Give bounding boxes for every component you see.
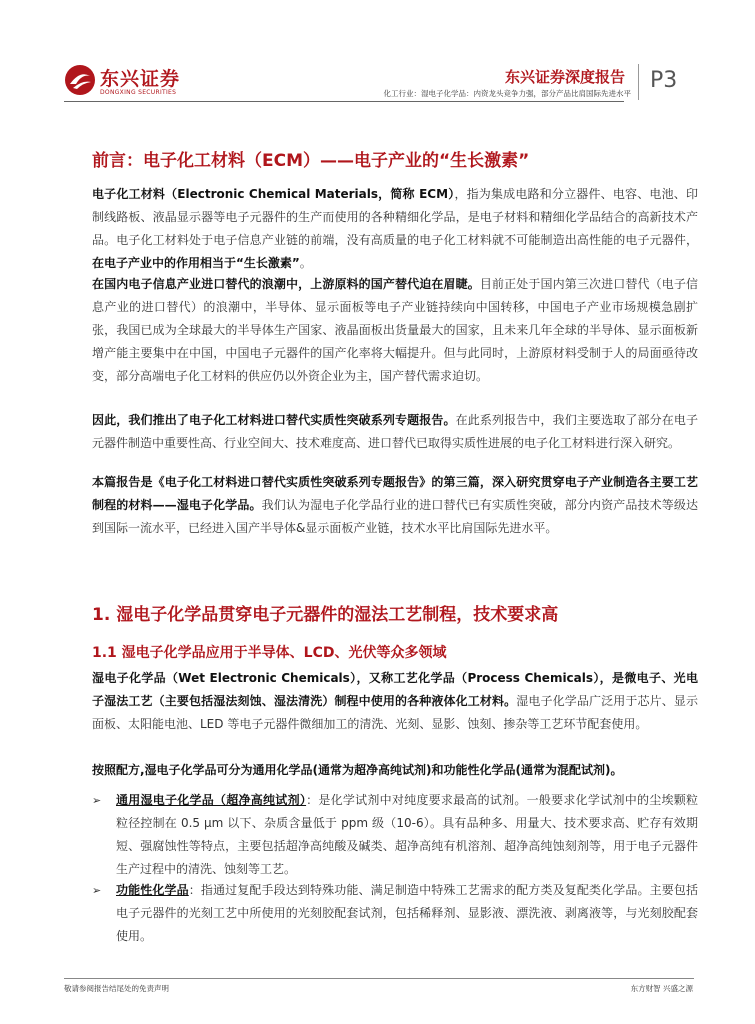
header-rule	[64, 101, 624, 102]
footer-disclaimer: 敬请参阅报告结尾处的免责声明	[64, 984, 169, 993]
section-paragraph-2: 按照配方,湿电子化学品可分为通用化学品(通常为超净高纯试剂)和功能性化学品(通常为混配试剂)。	[92, 763, 623, 777]
report-subtitle: 化工行业：湿电子化学品：内资龙头竞争力强，部分产品比肩国际先进水平	[383, 89, 631, 98]
section-1-1-heading: 1.1 湿电子化学品应用于半导体、LCD、光伏等众多领域	[92, 645, 447, 661]
page-number: P3	[650, 68, 678, 93]
logo-text: 东兴证券	[100, 68, 181, 90]
section-paragraph-1: 湿电子化学品（Wet Electronic Chemicals），又称工艺化学品（Process Chemicals），是微电子、光电子湿法工艺（主要包括湿法刻蚀、湿法清洗）制程中使用的各种液体化工材料。湿电子化学品广泛用于芯片、显示面板、太阳能电池、LED 等电子元器件微细加工的清洗、光刻、显影、蚀刻、掺杂等工艺环节配套使用。	[92, 671, 698, 731]
bullet-arrow-icon: ➢	[92, 794, 102, 807]
intro-paragraph-1: 电子化工材料（Electronic Chemical Materials，简称 ECM），指为集成电路和分立器件、电容、电池、印制线路板、液晶显示器等电子元器件的生产而使用的各种精细化学品，是电子材料和精细化学品结合的高新技术产品。电子化工材料处于电子信息产业链的前端，没有高质量的电子化工材料就不可能制造出高性能的电子元器件，在电子产业中的作用相当于“生长激素”。	[92, 187, 698, 270]
section-1-heading: 1. 湿电子化学品贯穿电子元器件的湿法工艺制程，技术要求高	[92, 605, 559, 625]
footer-rule	[64, 978, 694, 979]
bullet-arrow-icon: ➢	[92, 884, 102, 897]
logo-english: DONGXING SECURITIES	[100, 89, 177, 96]
intro-heading: 前言：电子化工材料（ECM）——电子产业的“生长激素”	[92, 151, 530, 171]
logo-mark-icon	[64, 64, 96, 96]
footer-slogan: 东方财智 兴盛之源	[630, 984, 693, 993]
intro-paragraph-4: 本篇报告是《电子化工材料进口替代实质性突破系列专题报告》的第三篇，深入研究贯穿电子产业制造各主要工艺制程的材料——湿电子化学品。我们认为湿电子化学品行业的进口替代已有实质性突破，部分内资产品技术等级达到国际一流水平，已经进入国产半导体&显示面板产业链，技术水平比肩国际先进水平。	[92, 475, 698, 535]
report-type: 东兴证券深度报告	[504, 68, 625, 86]
header-divider	[638, 64, 639, 100]
bullet-functional-chemicals: ➢ 功能性化学品：指通过复配手段达到特殊功能、满足制造中特殊工艺需求的配方类及复配类化学品。主要包括电子元器件的光刻工艺中所使用的光刻胶配套试剂，包括稀释剂、显影液、漂洗液、剥离液等，与光刻胶配套使用。	[92, 879, 698, 948]
intro-paragraph-3: 因此，我们推出了电子化工材料进口替代实质性突破系列专题报告。在此系列报告中，我们主要选取了部分在电子元器件制造中重要性高、行业空间大、技术难度高、进口替代已取得实质性进展的电子化工材料进行深入研究。	[92, 413, 698, 450]
company-logo	[64, 62, 182, 106]
intro-paragraph-2: 在国内电子信息产业进口替代的浪潮中，上游原料的国产替代迫在眉睫。目前正处于国内第三次进口替代（电子信息产业的进口替代）的浪潮中，半导体、显示面板等电子产业链持续向中国转移，中国电子产业市场规模急剧扩张，我国已成为全球最大的半导体生产国家、液晶面板出货量最大的国家，且未来几年全球的半导体、显示面板新增产能主要集中在中国，中国电子元器件的国产化率将大幅提升。但与此同时，上游原材料受制于人的局面亟待改变，部分高端电子化工材料的供应仍以外资企业为主，国产替代需求迫切。	[92, 277, 698, 383]
bullet-general-chemicals: ➢ 通用湿电子化学品（超净高纯试剂）：是化学试剂中对纯度要求最高的试剂。一般要求化学试剂中的尘埃颗粒粒径控制在 0.5 μm 以下、杂质含量低于 ppm 级（10-6）。具有品种多、用量大、技术要求高、贮存有效期短、强腐蚀性等特点，主要包括超净高纯酸及碱类、超净高纯有机溶剂、超净高纯蚀刻剂等，用于电子元器件生产过程中的清洗、蚀刻等工艺。	[92, 789, 698, 881]
